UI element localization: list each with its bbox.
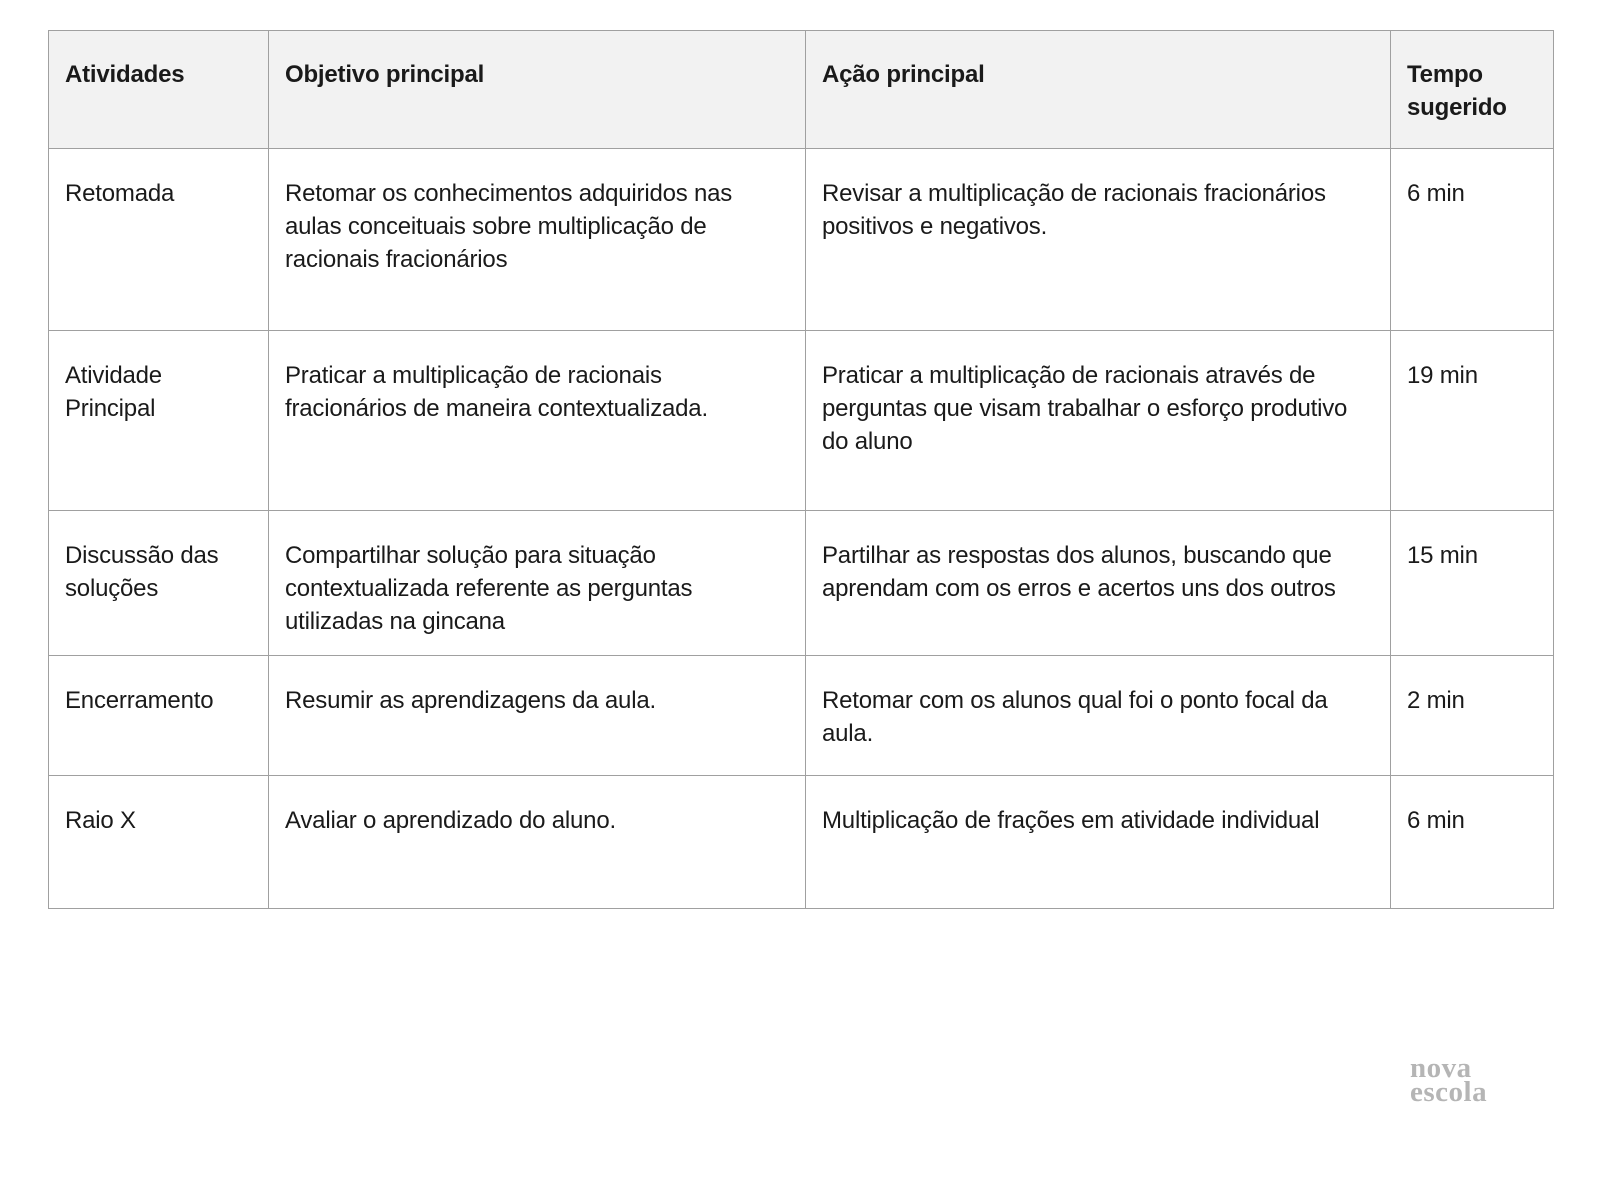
logo-line-nova: nova xyxy=(1410,1052,1472,1084)
nova-escola-logo xyxy=(1410,1052,1488,1108)
table-row-retomada xyxy=(49,149,1554,331)
cell-objetivo: Praticar a multiplicação de racionais fracionários de maneira contextualizada. xyxy=(269,331,806,511)
cell-acao: Multiplicação de frações em atividade individual xyxy=(806,776,1391,909)
table-row-raio-x xyxy=(49,776,1554,909)
cell-tempo: 15 min xyxy=(1391,511,1554,656)
table-row-encerramento xyxy=(49,656,1554,776)
cell-tempo: 19 min xyxy=(1391,331,1554,511)
logo-line-escola: escola xyxy=(1410,1076,1488,1108)
cell-objetivo: Retomar os conhecimentos adquiridos nas aulas conceituais sobre multiplicação de racionais fracionários xyxy=(269,149,806,331)
cell-atividade: Atividade Principal xyxy=(49,331,269,511)
cell-objetivo: Resumir as aprendizagens da aula. xyxy=(269,656,806,776)
cell-objetivo: Compartilhar solução para situação contextualizada referente as perguntas utilizadas na gincana xyxy=(269,511,806,656)
header-atividades: Atividades xyxy=(49,31,269,149)
table-row-atividade-principal xyxy=(49,331,1554,511)
cell-acao: Retomar com os alunos qual foi o ponto focal da aula. xyxy=(806,656,1391,776)
header-objetivo-principal: Objetivo principal xyxy=(269,31,806,149)
header-acao-principal: Ação principal xyxy=(806,31,1391,149)
cell-tempo: 6 min xyxy=(1391,776,1554,909)
cell-acao: Partilhar as respostas dos alunos, buscando que aprendam com os erros e acertos uns dos outros xyxy=(806,511,1391,656)
header-tempo-sugerido: Tempo sugerido xyxy=(1391,31,1554,149)
header-row xyxy=(49,31,1554,149)
table-header xyxy=(49,31,1554,149)
cell-atividade: Discussão das soluções xyxy=(49,511,269,656)
cell-objetivo: Avaliar o aprendizado do aluno. xyxy=(269,776,806,909)
cell-acao: Revisar a multiplicação de racionais fracionários positivos e negativos. xyxy=(806,149,1391,331)
cell-tempo: 6 min xyxy=(1391,149,1554,331)
cell-tempo: 2 min xyxy=(1391,656,1554,776)
table-row-discussao-das-solucoes xyxy=(49,511,1554,656)
cell-atividade: Retomada xyxy=(49,149,269,331)
cell-acao: Praticar a multiplicação de racionais através de perguntas que visam trabalhar o esforço produtivo do aluno xyxy=(806,331,1391,511)
table-body xyxy=(49,149,1554,909)
lesson-plan-table xyxy=(48,30,1554,909)
cell-atividade: Encerramento xyxy=(49,656,269,776)
cell-atividade: Raio X xyxy=(49,776,269,909)
